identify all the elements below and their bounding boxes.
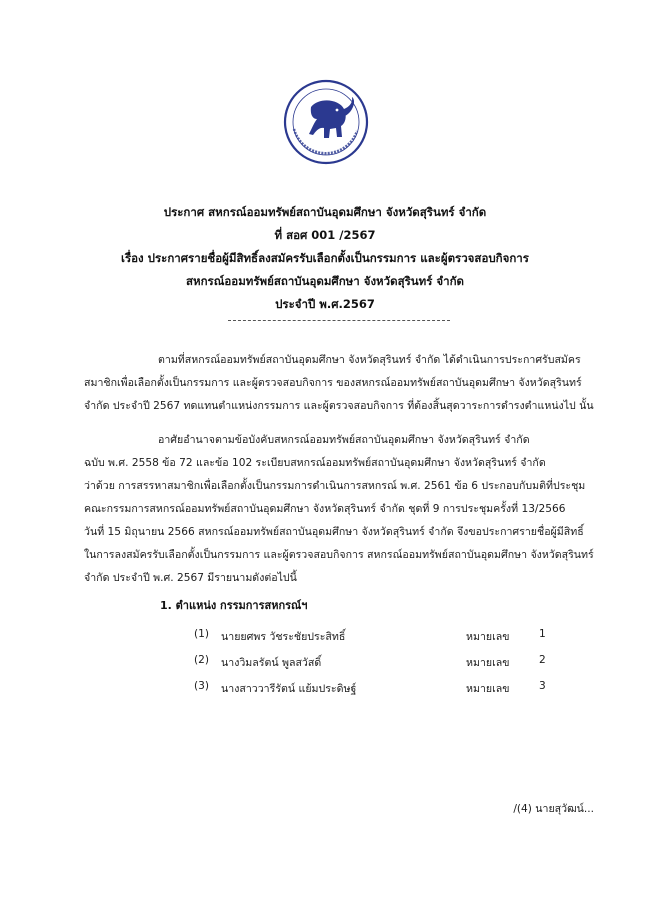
subject-organization: สหกรณ์ออมทรัพย์สถาบันอุดมศึกษา จังหวัดสุรินทร์ จำกัด [185, 274, 465, 288]
section-title: 1. ตำแหน่ง กรรมการสหกรณ์ฯ [160, 599, 308, 612]
subject-year: ประจำปี พ.ศ.2567 [275, 297, 375, 311]
candidate-number: 2 [539, 654, 546, 666]
cooperative-logo [283, 79, 369, 165]
document-number: ที่ สอศ 001 /2567 [274, 228, 376, 242]
paragraph-2-line: วันที่ 15 มิถุนายน 2566 สหกรณ์ออมทรัพย์สถาบันอุดมศึกษา จังหวัดสุรินทร์ จำกัด จึงขอประกาศรายชื่อผู้มีสิทธิ์ [84, 526, 584, 538]
announcement-title: ประกาศ สหกรณ์ออมทรัพย์สถาบันอุดมศึกษา จังหวัดสุรินทร์ จำกัด [163, 205, 487, 219]
candidate-number: 3 [539, 680, 546, 692]
paragraph-1-line: สมาชิกเพื่อเลือกตั้งเป็นกรรมการ และผู้ตรวจสอบกิจการ ของสหกรณ์ออมทรัพย์สถาบันอุดมศึกษา จังหวัดสุรินทร์ [84, 377, 582, 389]
paragraph-2-line: ในการลงสมัครรับเลือกตั้งเป็นกรรมการ และผู้ตรวจสอบกิจการ สหกรณ์ออมทรัพย์สถาบันอุดมศึกษา จังหวัดสุรินทร์ [84, 549, 594, 561]
subject-line: เรื่อง ประกาศรายชื่อผู้มีสิทธิ์ลงสมัครรับเลือกตั้งเป็นกรรมการ และผู้ตรวจสอบกิจการ [121, 251, 529, 265]
candidate-label: หมายเลข [466, 657, 510, 669]
elephant-icon [309, 97, 354, 138]
continuation-note: /(4) นายสุวัฒน์... [513, 803, 594, 815]
candidate-number: 1 [539, 628, 546, 640]
paragraph-2-line: จำกัด ประจำปี พ.ศ. 2567 มีรายนามดังต่อไปนี้ [84, 572, 297, 584]
candidate-name: นางวิมลรัตน์ พูลสวัสดิ์ [221, 657, 322, 669]
candidate-label: หมายเลข [466, 683, 510, 695]
paragraph-2-line: ฉบับ พ.ศ. 2558 ข้อ 72 และข้อ 102 ระเบียบสหกรณ์ออมทรัพย์สถาบันอุดมศึกษา จังหวัดสุรินทร์ จำกัด [84, 457, 546, 469]
candidate-name: นางสาววารีรัตน์ แย้มประดิษฐ์ [221, 683, 357, 695]
candidate-index: (3) [194, 680, 210, 692]
candidate-label: หมายเลข [466, 631, 510, 643]
candidate-index: (2) [194, 654, 210, 666]
paragraph-2-line: คณะกรรมการสหกรณ์ออมทรัพย์สถาบันอุดมศึกษา จังหวัดสุรินทร์ จำกัด ชุดที่ 9 การประชุมครั้งที่ 13/2566 [84, 503, 566, 515]
paragraph-2-line: อาศัยอำนาจตามข้อบังคับสหกรณ์ออมทรัพย์สถาบันอุดมศึกษา จังหวัดสุรินทร์ จำกัด [158, 434, 530, 446]
paragraph-2-line: ว่าด้วย การสรรหาสมาชิกเพื่อเลือกตั้งเป็นกรรมการดำเนินการสหกรณ์ พ.ศ. 2561 ข้อ 6 ประกอบกับมติที่ประชุม [84, 480, 586, 492]
candidate-index: (1) [194, 628, 210, 640]
paragraph-1-line: จำกัด ประจำปี 2567 ทดแทนตำแหน่งกรรมการ และผู้ตรวจสอบกิจการ ที่ต้องสิ้นสุดวาระการดำรงตำแหน่งไป นั้น [84, 400, 594, 412]
header-divider [228, 320, 450, 321]
paragraph-1-line: ตามที่สหกรณ์ออมทรัพย์สถาบันอุดมศึกษา จังหวัดสุรินทร์ จำกัด ได้ดำเนินการประกาศรับสมัคร [158, 354, 581, 366]
candidate-name: นายยศพร วัชระชัยประสิทธิ์ [221, 631, 346, 643]
